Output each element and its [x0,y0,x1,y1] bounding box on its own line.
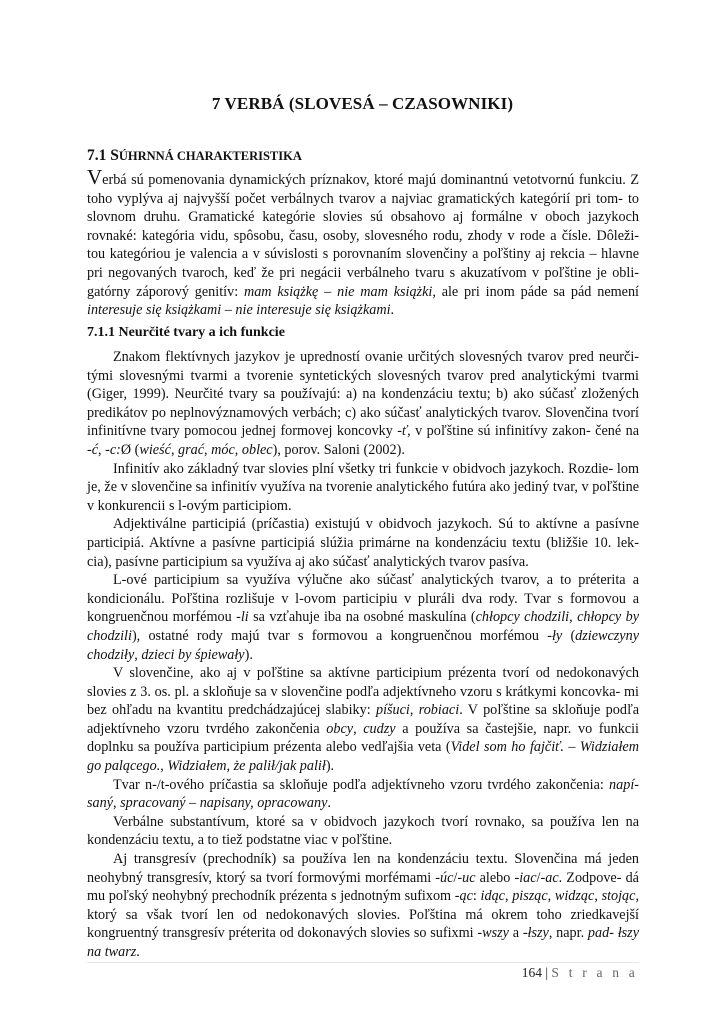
intro-block [87,165,639,320]
paragraph-7: Verbálne substantívum, ktoré sa v obidvoch jazykoch tvorí rovnako, sa používa len na kondenzáciu textu, a to tiež podstatne viac v poľštine. [87,813,639,849]
footer-separator: | [541,965,552,980]
paragraph-2: Infinitív ako základný tvar slovies plní všetky tri funkcie v obidvoch jazykoch. Rozdie- lom je, že v slovenčine sa infinitív využíva na tvorenie analytického futúra ako jediný tvar, v poľštine v konkurencii s l-ovým participiom. [87,460,639,514]
paragraph-8: Aj transgresív (prechodník) sa používa len na kondenzáciu textu. Slovenčina má jeden neohybný transgresív, ktorý sa tvorí formovými morfémami -úc/-uc alebo -iac/-ac. Zodpove- dá mu poľský neohybný prechodník prézenta s jednotným sufixom -ąc: idąc, pisząc, widząc, stojąc, ktorý sa však tvorí len od nedokonavých slovies. Poľština má okrem toho zriedkavejší kongruentný transgresív préterita od dokonavých slovies so sufixmi -wszy a -łszy, napr. pad- łszy na twarz. [87,851,639,960]
chapter-title: 7 VERBÁ (SLOVESÁ – CZASOWNIKI) [211,94,514,113]
page-number: 164 [521,965,542,980]
paragraph-5: V slovenčine, ako aj v poľštine sa aktívne participium prézenta tvorí od nedokonavých slovies z 3. os. pl. a skloňuje sa v slovenčine podľa adjektívneho vzoru s krátkymi koncovka- mi bez ohľadu na kvantitu predchádzajúcej slabiky: píšuci, robiaci. V poľštine sa skloňuje podľa adjektívneho vzoru tvrdého zakončenia obcy, cudzy a používa sa častejšie, napr. vo funkcii doplnku sa používa participium prézenta alebo vedľajšia veta (Videl som ho fajčiť. – Widziałem go palącego., Widziałem, że palił/jak palił). [87,665,640,775]
main-text [87,348,639,962]
paragraph-3: Adjektiválne participiá (príčastia) existujú v obidvoch jazykoch. Sú to aktívne a pasívne participiá. Aktívne a pasívne participiá slúžia primárne na kondenzáciu textu (bližšie 10. lek- cia), pasívne participium sa využíva aj ako súčasť analytických tvarov pasíva. [87,516,639,570]
section-number: 7.1 [87,147,111,164]
subsection-heading: 7.1.1 Neurčité tvary a ich funkcie [87,325,285,340]
section-heading [87,147,302,165]
section-title-rest: ÚHRNNÁ CHARAKTERISTIKA [118,149,302,163]
paragraph-1: Znakom flektívnych jazykov je upredností ovanie určitých slovesných tvarov pred neurči- tými slovesnými tvarmi a tvorenie syntetických slovesných tvarov pred analytickými tvarmi (Giger, 1999). Neurčité tvary sa používajú: a) na kondenzáciu textu; b) ako súčasť zložených predikátov po neplnovýznamových verbách; c) ako súčasť analytických tvarov. Slovenčina tvorí infinitívne tvary pomocou jednej formovej koncovky -ť, v poľštine sú infinitívy zakon- čené na -ć, -c:Ø (wieść, grać, móc, oblec), porov. Saloni (2002). [87,349,639,458]
drop-cap: V [87,165,103,189]
paragraph-6: Tvar n-/t-ového príčastia sa skloňuje podľa adjektívneho vzoru tvrdého zakončenia: napí- saný, spracovaný – napisany, opracowany. [87,776,639,812]
paragraph-4: L-ové participium sa využíva výlučne ako súčasť analytických tvarov, a to préterita a kondicionálu. Poľština rozlišuje v l-ovom participiu v pluráli dva rody. Tvar s formovou a kongruenčnou morfémou -li sa vzťahuje iba na osobné maskulína (chłopcy chodzili, chłopcy by chodzili), ostatné rody majú tvar s formovou a kongruenčnou morfémou -ły (dziewczyny chodziły, dzieci by śpiewały). [87,572,639,663]
intro-paragraph: Verbá sú pomenovania dynamických príznakov, ktoré majú dominantnú vetotvornú funkciu. Z toho vyplýva aj najvyšší počet verbálnych tvarov a najviac gramatických kategórií pri tom- to slovnom druhu. Gramatické kategórie slovies sú obsahovo aj formálne v oboch jazykoch rovnaké: kategória vidu, spôsobu, času, osoby, slovesného rodu, zhody v rode a čísle. Dôleži- tou kategóriou je valencia a v súvislosti s porovnaním slovenčiny a poľštiny aj rekcia – hlavne pri negovaných tvaroch, keď že pri negácii verbálneho tvaru s akuzatívom v poľštine je obli- gatórny záporový genitív: mam książkę – nie mam książki, ale pri inom páde sa pád nemení interesuje się książkami – nie interesuje się książkami. [87,165,639,319]
page-footer [522,965,638,981]
section-initial: S [110,147,119,164]
footer-divider [87,962,639,963]
footer-label: S t r a n a [551,965,638,980]
